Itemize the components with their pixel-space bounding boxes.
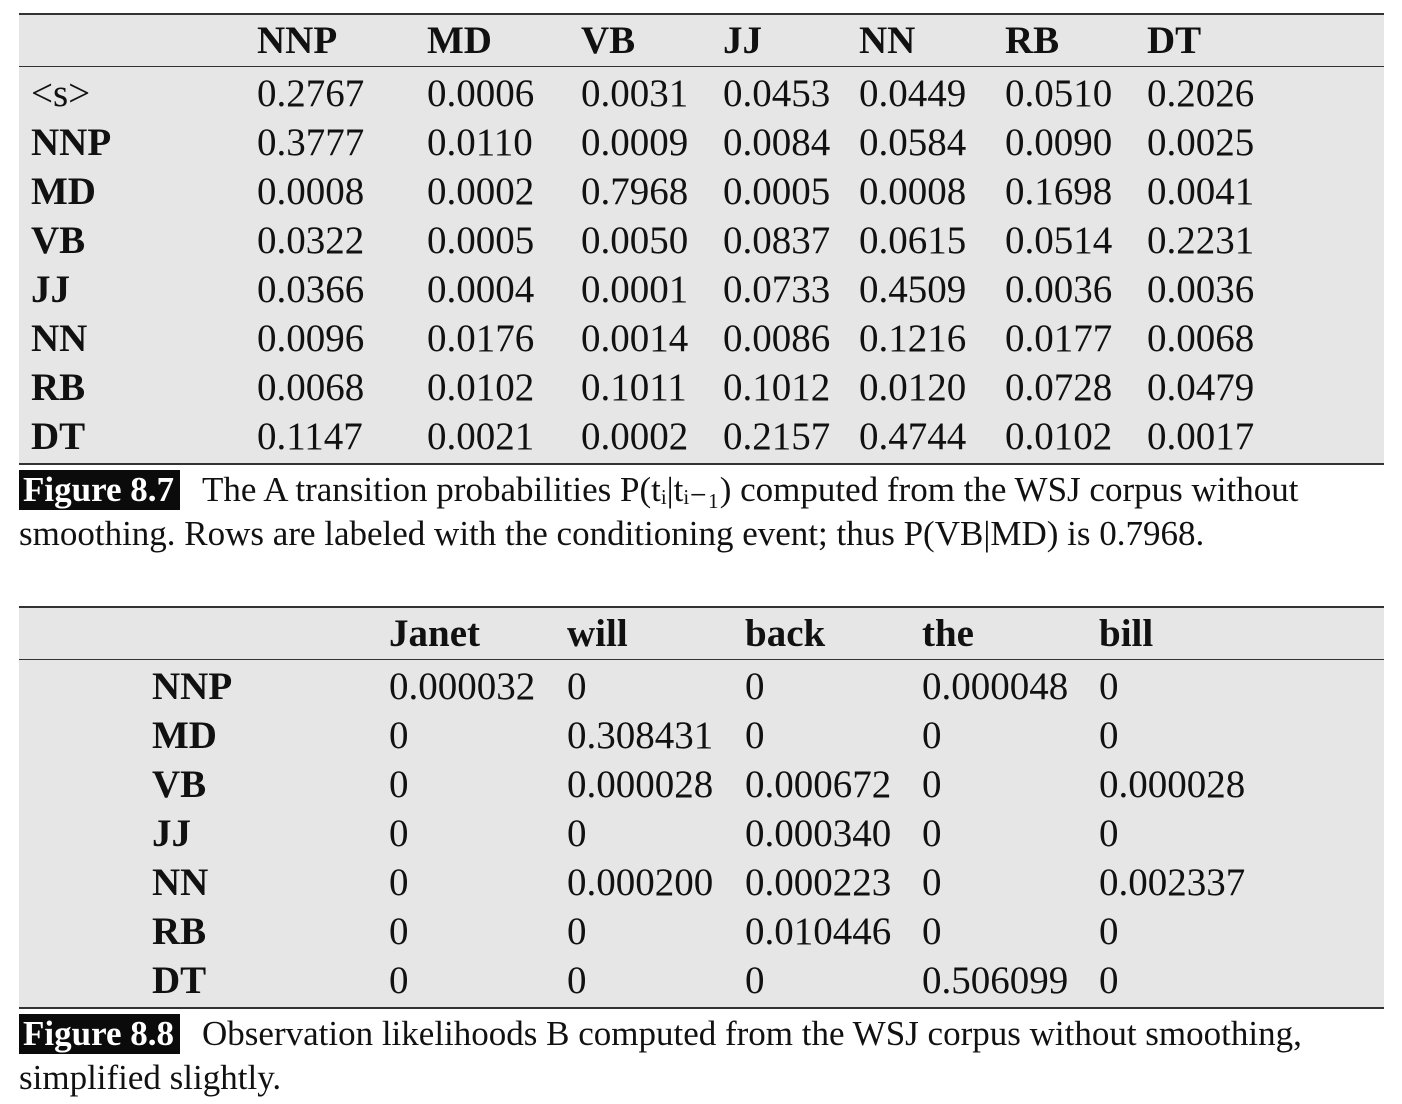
table-cell: 0.0031 <box>581 72 689 115</box>
transition-probability-table <box>19 13 1384 465</box>
table-cell: 0.0084 <box>723 121 831 164</box>
figure-8-8 <box>19 606 1384 1100</box>
table-cell: 0.0008 <box>257 170 365 213</box>
table-cell: 0.0453 <box>723 72 831 115</box>
table-cell: 0.4509 <box>859 268 967 311</box>
table-cell: 0.1216 <box>859 317 967 360</box>
table-row <box>19 118 1384 167</box>
table-cell: 0.0615 <box>859 219 967 262</box>
caption-line-2: simplified slightly. <box>19 1058 282 1097</box>
table-cell: 0.0041 <box>1147 170 1255 213</box>
table-row <box>19 69 1384 118</box>
table-cell: 0.0514 <box>1005 219 1113 262</box>
table-cell: 0.0001 <box>581 268 689 311</box>
table-cell: 0.0176 <box>427 317 535 360</box>
table-cell: 0 <box>389 763 409 806</box>
table-cell: 0.506099 <box>922 959 1069 1002</box>
table-cell: 0.0008 <box>859 170 967 213</box>
table-cell: 0 <box>1099 665 1119 708</box>
table-cell: 0.2026 <box>1147 72 1255 115</box>
figure-label: Figure 8.8 <box>19 1014 180 1054</box>
row-label: NNP <box>31 121 112 164</box>
table-cell: 0 <box>567 910 587 953</box>
table-cell: 0.0322 <box>257 219 365 262</box>
caption-line-1: Observation likelihoods B computed from the WSJ corpus without smoothing, <box>202 1014 1302 1053</box>
table-cell: 0.1698 <box>1005 170 1113 213</box>
table-row <box>19 907 1384 956</box>
table-cell: 0 <box>389 910 409 953</box>
table-cell: 0.000048 <box>922 665 1069 708</box>
table-row <box>19 216 1384 265</box>
table-cell: 0.0068 <box>1147 317 1255 360</box>
caption-line-1: The A transition probabilities P(tᵢ|tᵢ₋₁) computed from the WSJ corpus without <box>202 470 1299 509</box>
table-cell: 0.0002 <box>581 415 689 458</box>
row-label: RB <box>152 910 207 953</box>
row-label: DT <box>31 415 86 458</box>
table-cell: 0 <box>389 861 409 904</box>
table-cell: 0.0449 <box>859 72 967 115</box>
table-cell: 0.0005 <box>427 219 535 262</box>
table-cell: 0 <box>567 812 587 855</box>
column-header: Janet <box>389 612 480 655</box>
row-label: <s> <box>31 72 91 115</box>
table-row <box>19 314 1384 363</box>
table-cell: 0.0009 <box>581 121 689 164</box>
table-header-row <box>19 608 1384 660</box>
column-header: JJ <box>723 19 762 62</box>
table-cell: 0 <box>389 812 409 855</box>
table-cell: 0.0090 <box>1005 121 1113 164</box>
table-cell: 0.002337 <box>1099 861 1246 904</box>
table-cell: 0.000200 <box>567 861 714 904</box>
table-cell: 0.0004 <box>427 268 535 311</box>
table-row <box>19 858 1384 907</box>
table-cell: 0.0510 <box>1005 72 1113 115</box>
table-cell: 0.0036 <box>1147 268 1255 311</box>
table-cell: 0.0005 <box>723 170 831 213</box>
observation-likelihood-table <box>19 606 1384 1009</box>
table-row <box>19 711 1384 760</box>
table-cell: 0.0086 <box>723 317 831 360</box>
table-cell: 0.0177 <box>1005 317 1113 360</box>
table-cell: 0 <box>567 959 587 1002</box>
table-cell: 0.0479 <box>1147 366 1255 409</box>
table-cell: 0.000032 <box>389 665 536 708</box>
table-cell: 0.0014 <box>581 317 689 360</box>
row-label: MD <box>152 714 217 757</box>
table-row <box>19 412 1384 461</box>
table-cell: 0.2157 <box>723 415 831 458</box>
table-cell: 0 <box>1099 910 1119 953</box>
table-row <box>19 662 1384 711</box>
table-cell: 0.000223 <box>745 861 892 904</box>
table-body <box>19 67 1384 463</box>
row-label: NN <box>152 861 209 904</box>
row-label: VB <box>31 219 86 262</box>
figure-8-7 <box>19 13 1384 556</box>
column-header: RB <box>1005 19 1060 62</box>
table-cell: 0.000028 <box>1099 763 1246 806</box>
row-label: NNP <box>152 665 233 708</box>
table-header-row <box>19 15 1384 67</box>
table-cell: 0 <box>745 959 765 1002</box>
table-cell: 0 <box>745 665 765 708</box>
column-header: NNP <box>257 19 338 62</box>
table-cell: 0.0036 <box>1005 268 1113 311</box>
table-row <box>19 809 1384 858</box>
row-label: JJ <box>31 268 70 311</box>
table-cell: 0.4744 <box>859 415 967 458</box>
column-header: the <box>922 612 974 655</box>
table-row <box>19 167 1384 216</box>
table-cell: 0 <box>922 910 942 953</box>
table-cell: 0.000028 <box>567 763 714 806</box>
table-cell: 0.0728 <box>1005 366 1113 409</box>
table-row <box>19 363 1384 412</box>
row-label: MD <box>31 170 96 213</box>
table-cell: 0.0584 <box>859 121 967 164</box>
table-cell: 0.0837 <box>723 219 831 262</box>
row-label: DT <box>152 959 207 1002</box>
table-cell: 0.0050 <box>581 219 689 262</box>
table-cell: 0 <box>1099 959 1119 1002</box>
table-cell: 0.0102 <box>1005 415 1113 458</box>
table-cell: 0.0021 <box>427 415 535 458</box>
table-cell: 0.0102 <box>427 366 535 409</box>
caption-line-2: smoothing. Rows are labeled with the conditioning event; thus P(VB|MD) is 0.7968. <box>19 514 1205 553</box>
table-cell: 0.000672 <box>745 763 892 806</box>
table-cell: 0.0025 <box>1147 121 1255 164</box>
table-cell: 0.010446 <box>745 910 892 953</box>
table-row <box>19 760 1384 809</box>
table-cell: 0.0017 <box>1147 415 1255 458</box>
table-cell: 0 <box>922 812 942 855</box>
table-cell: 0 <box>1099 714 1119 757</box>
table-cell: 0 <box>922 861 942 904</box>
figure-caption <box>19 1012 1384 1100</box>
table-cell: 0.0068 <box>257 366 365 409</box>
column-header: DT <box>1147 19 1202 62</box>
table-cell: 0.0366 <box>257 268 365 311</box>
table-cell: 0 <box>389 959 409 1002</box>
table-cell: 0 <box>1099 812 1119 855</box>
table-cell: 0.1012 <box>723 366 831 409</box>
table-cell: 0.2767 <box>257 72 365 115</box>
column-header: bill <box>1099 612 1154 655</box>
column-header: back <box>745 612 826 655</box>
column-header: will <box>567 612 628 655</box>
table-cell: 0.0006 <box>427 72 535 115</box>
table-cell: 0 <box>922 714 942 757</box>
column-header: VB <box>581 19 636 62</box>
table-cell: 0 <box>389 714 409 757</box>
table-cell: 0 <box>567 665 587 708</box>
column-header: MD <box>427 19 492 62</box>
table-cell: 0.0096 <box>257 317 365 360</box>
table-cell: 0.0733 <box>723 268 831 311</box>
table-cell: 0.000340 <box>745 812 892 855</box>
table-cell: 0.1147 <box>257 415 363 458</box>
table-cell: 0 <box>922 763 942 806</box>
table-cell: 0.3777 <box>257 121 365 164</box>
row-label: VB <box>152 763 207 806</box>
table-cell: 0.0002 <box>427 170 535 213</box>
table-cell: 0.1011 <box>581 366 687 409</box>
row-label: RB <box>31 366 86 409</box>
table-row <box>19 265 1384 314</box>
figure-caption <box>19 468 1384 556</box>
table-cell: 0.2231 <box>1147 219 1255 262</box>
table-cell: 0.7968 <box>581 170 689 213</box>
table-row <box>19 956 1384 1005</box>
row-label: NN <box>31 317 88 360</box>
column-header: NN <box>859 19 916 62</box>
table-cell: 0.308431 <box>567 714 714 757</box>
table-body <box>19 660 1384 1007</box>
figure-label: Figure 8.7 <box>19 470 180 510</box>
row-label: JJ <box>152 812 191 855</box>
table-cell: 0 <box>745 714 765 757</box>
table-cell: 0.0120 <box>859 366 967 409</box>
table-cell: 0.0110 <box>427 121 533 164</box>
